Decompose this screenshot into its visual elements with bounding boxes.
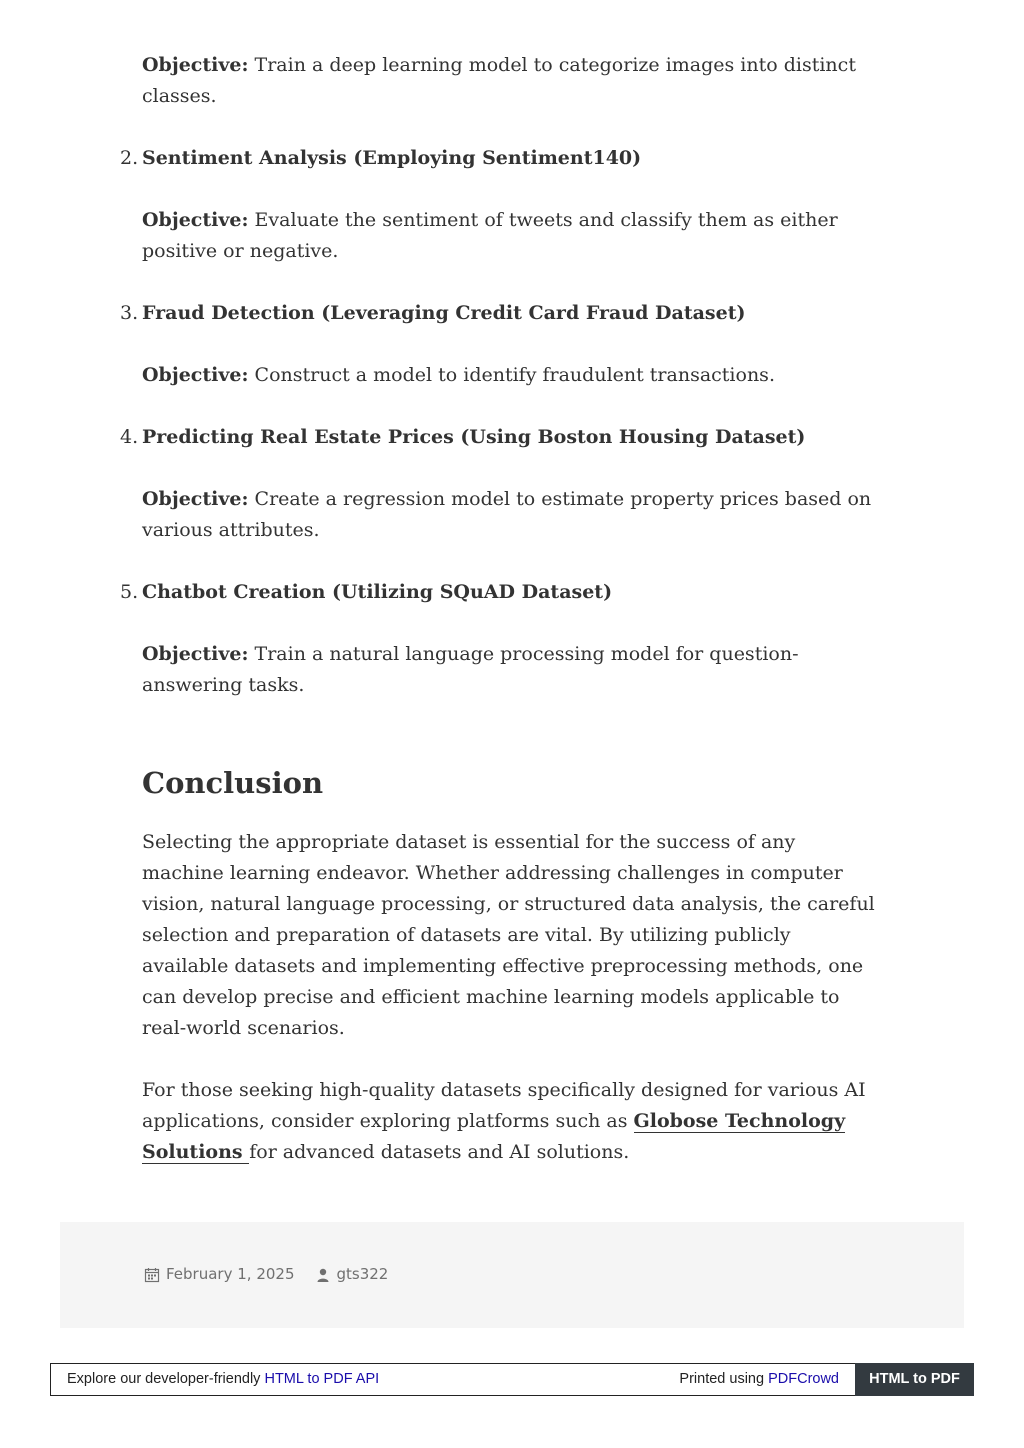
promo-text: Explore our developer-friendly (67, 1371, 265, 1387)
objective-text: Evaluate the sentiment of tweets and classify them as either positive or negative. (142, 209, 838, 262)
project-title: Predicting Real Estate Prices (Using Boston Housing Dataset) (142, 426, 806, 448)
post-author-link[interactable]: gts322 (336, 1265, 389, 1283)
objective-text: Create a regression model to estimate property prices based on various attributes. (142, 488, 872, 541)
post-meta (144, 1262, 388, 1286)
list-item (120, 298, 882, 391)
user-icon (315, 1266, 331, 1282)
objective-text: Train a natural language processing model for question-answering tasks. (142, 643, 799, 696)
list-item-number: 4. (120, 426, 139, 448)
objective-label: Objective: (142, 643, 249, 665)
pdfcrowd-promo (67, 1371, 379, 1387)
objective-text: Train a deep learning model to categorize images into distinct classes. (142, 54, 856, 107)
list-item (120, 422, 882, 546)
pdfcrowd-printed (679, 1371, 839, 1387)
pdfcrowd-link[interactable]: PDFCrowd (768, 1371, 839, 1387)
list-item-number: 5. (120, 581, 139, 603)
post-date-link[interactable]: February 1, 2025 (166, 1265, 295, 1283)
section-heading: Conclusion (142, 766, 324, 800)
project-title: Sentiment Analysis (Employing Sentiment140) (142, 147, 642, 169)
objective-paragraph (142, 639, 882, 701)
project-title: Fraud Detection (Leveraging Credit Card Fraud Dataset) (142, 302, 746, 324)
cta-text-before: For those seeking high-quality datasets specifically designed for various AI applications, consider exploring platforms such as (142, 1079, 866, 1132)
pdfcrowd-banner (50, 1363, 974, 1396)
objective-label: Objective: (142, 209, 249, 231)
printed-text: Printed using (679, 1371, 769, 1387)
post-meta-footer (60, 1222, 964, 1328)
conclusion-paragraph: Selecting the appropriate dataset is essential for the success of any machine learning endeavor. Whether addressing challenges in computer vision, natural language processing, or structured data analysis, the careful selection and preparation of datasets are vital. By utilizing publicly available datasets and implementing effective preprocessing methods, one can develop precise and efficient machine learning models applicable to real-world scenarios. (142, 831, 875, 1039)
objective-text: Construct a model to identify fraudulent transactions. (248, 364, 775, 386)
article-body (120, 50, 882, 1168)
objective-label: Objective: (142, 488, 249, 510)
objective-paragraph (142, 360, 882, 391)
calendar-icon (144, 1266, 160, 1282)
conclusion-paragraph-cta (142, 1075, 882, 1168)
project-title: Chatbot Creation (Utilizing SQuAD Dataset) (142, 581, 613, 603)
project-list (120, 143, 882, 701)
list-item-number: 2. (120, 147, 139, 169)
list-item-number: 3. (120, 302, 139, 324)
objective-label: Objective: (142, 54, 249, 76)
html-to-pdf-api-link[interactable]: HTML to PDF API (264, 1371, 380, 1387)
html-to-pdf-button[interactable]: HTML to PDF (855, 1363, 974, 1396)
objective-label: Objective: (142, 364, 249, 386)
objective-paragraph (142, 50, 882, 112)
globose-link[interactable]: Globose Technology Solutions (142, 1110, 846, 1163)
objective-paragraph (142, 205, 882, 267)
list-item (120, 143, 882, 267)
cta-text-after: for advanced datasets and AI solutions. (249, 1141, 630, 1163)
list-item (120, 577, 882, 701)
objective-paragraph (142, 484, 882, 546)
